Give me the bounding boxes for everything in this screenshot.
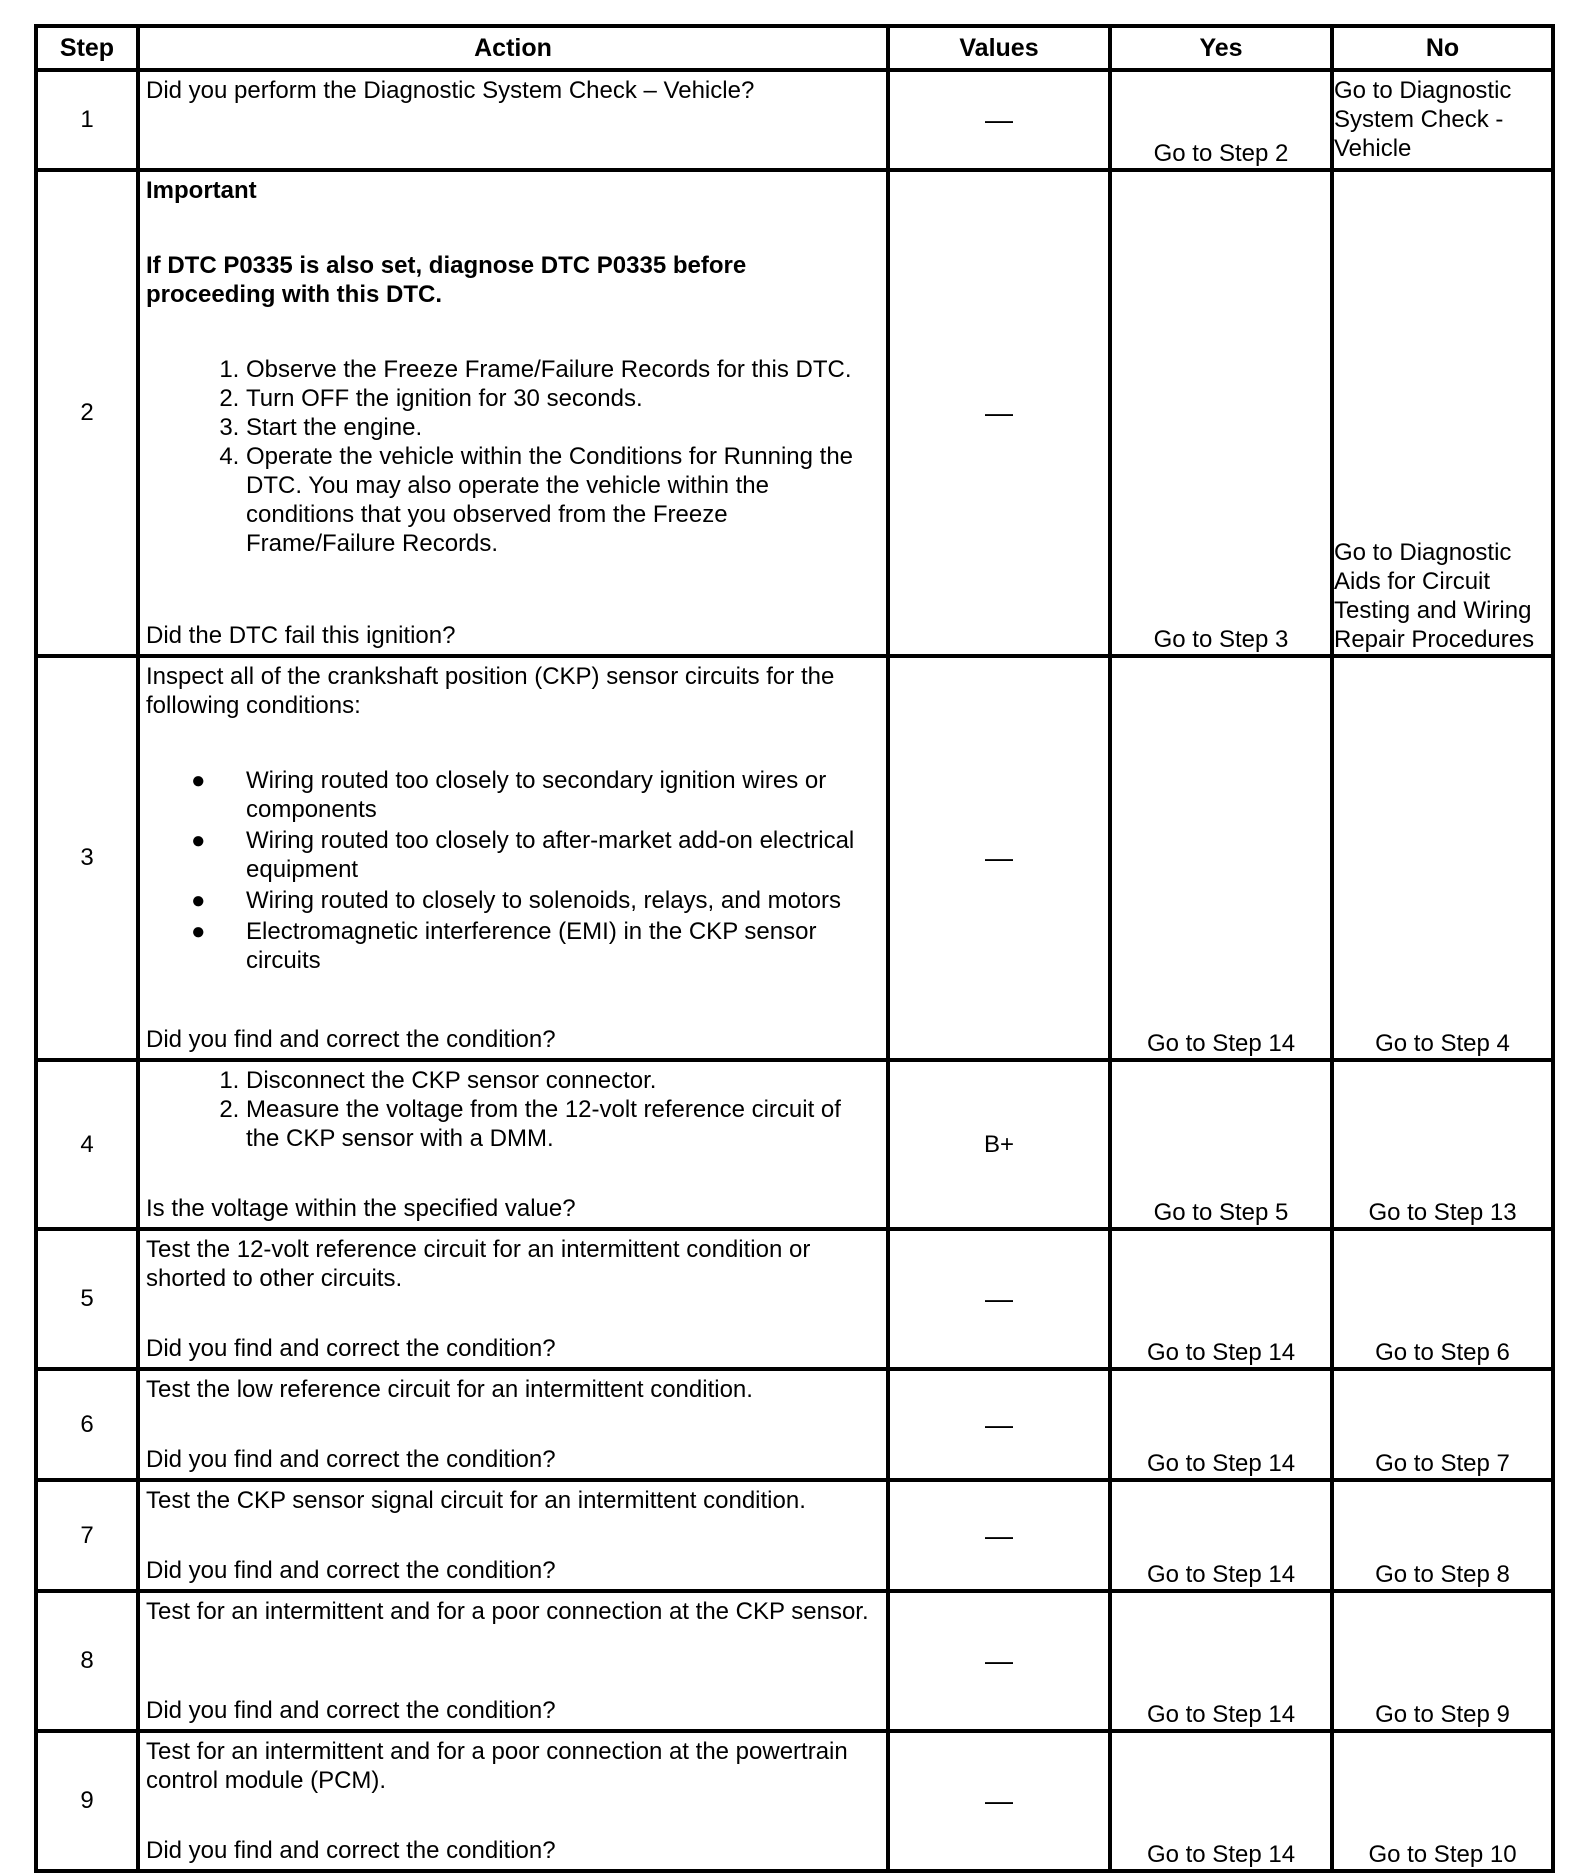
table-row [36,1229,1553,1369]
action-question: Did you find and correct the condition? [146,1026,556,1053]
action-question: Did you find and correct the condition? [146,1837,556,1864]
no-cell: Go to Step 8 [1332,1480,1553,1591]
action-question: Did you find and correct the condition? [146,1557,556,1584]
action-intro: Test for an intermittent and for a poor connection at the CKP sensor. [146,1598,869,1625]
important-note: If DTC P0335 is also set, diagnose DTC P0335 before proceeding with this DTC. [146,252,747,308]
table-row [36,170,1553,656]
no-cell: Go to Step 7 [1332,1369,1553,1480]
action-intro: Test the low reference circuit for an intermittent condition. [146,1376,753,1403]
condition-list [146,766,878,975]
header-action: Action [138,26,888,70]
header-no: No [1332,26,1553,70]
action-intro: Test the 12-volt reference circuit for an intermittent condition or shorted to other circuits. [146,1236,811,1292]
step-number: 3 [36,656,138,1060]
no-cell: Go to Step 10 [1332,1731,1553,1871]
bullet-icon: ● [191,827,206,854]
header-row [36,26,1553,70]
action-question: Is the voltage within the specified value? [146,1195,576,1222]
list-item: ● Electromagnetic interference (EMI) in the CKP sensor circuits [191,918,817,974]
value-cell: — [888,656,1110,1060]
action-question: Did you find and correct the condition? [146,1446,556,1473]
action-cell [138,170,888,656]
table-row [36,70,1553,170]
action-question: Did you find and correct the condition? [146,1335,556,1362]
important-label: Important [146,177,257,204]
list-item: 1. Observe the Freeze Frame/Failure Records for this DTC. [246,355,878,384]
value-cell: — [888,1480,1110,1591]
list-item: ● Wiring routed too closely to secondary ignition wires or components [191,767,827,823]
value-cell: — [888,1591,1110,1731]
step-number: 1 [36,70,138,170]
step-number: 2 [36,170,138,656]
table-row [36,1060,1553,1229]
step-number: 6 [36,1369,138,1480]
action-intro: Inspect all of the crankshaft position (CKP) sensor circuits for the following conditions: [146,663,835,719]
list-item: 3. Start the engine. [246,413,878,442]
value-cell: — [888,70,1110,170]
table-row [36,656,1553,1060]
action-intro: Test the CKP sensor signal circuit for an intermittent condition. [146,1487,806,1514]
no-cell: Go to Step 9 [1332,1591,1553,1731]
procedure-steps [146,1066,878,1153]
step-number: 7 [36,1480,138,1591]
value-cell: — [888,1229,1110,1369]
yes-cell: Go to Step 3 [1110,170,1332,656]
action-cell [138,1229,888,1369]
diagnostic-table [34,24,1555,1873]
action-cell [138,1480,888,1591]
table-row [36,1369,1553,1480]
no-cell: Go to Diagnostic Aids for Circuit Testing and Wiring Repair Procedures [1332,170,1553,656]
action-cell [138,1591,888,1731]
no-cell: Go to Diagnostic System Check - Vehicle [1332,70,1553,170]
yes-cell: Go to Step 14 [1110,1731,1332,1871]
action-question: Did you find and correct the condition? [146,1697,556,1724]
step-number: 8 [36,1591,138,1731]
action-cell [138,70,888,170]
step-number: 4 [36,1060,138,1229]
list-item: 4. Operate the vehicle within the Conditions for Running the DTC. You may also operate the vehicle within the conditions that you observed from the Freeze Frame/Failure Records. [246,442,878,558]
list-item: 2. Turn OFF the ignition for 30 seconds. [246,384,878,413]
value-cell: — [888,1369,1110,1480]
value-cell: — [888,1731,1110,1871]
list-item: 2. Measure the voltage from the 12-volt reference circuit of the CKP sensor with a DMM. [246,1095,878,1153]
bullet-icon: ● [191,767,206,794]
header-step: Step [36,26,138,70]
header-yes: Yes [1110,26,1332,70]
table-row [36,1480,1553,1591]
yes-cell: Go to Step 2 [1110,70,1332,170]
step-number: 5 [36,1229,138,1369]
header-values: Values [888,26,1110,70]
bullet-icon: ● [191,887,206,914]
yes-cell: Go to Step 14 [1110,1591,1332,1731]
yes-cell: Go to Step 14 [1110,1229,1332,1369]
no-cell: Go to Step 6 [1332,1229,1553,1369]
action-cell [138,1731,888,1871]
value-cell: — [888,170,1110,656]
table-row [36,1591,1553,1731]
action-question: Did the DTC fail this ignition? [146,622,456,649]
step-number: 9 [36,1731,138,1871]
list-item: 1. Disconnect the CKP sensor connector. [246,1066,878,1095]
no-cell: Go to Step 4 [1332,656,1553,1060]
procedure-steps [146,355,878,558]
yes-cell: Go to Step 5 [1110,1060,1332,1229]
yes-cell: Go to Step 14 [1110,656,1332,1060]
action-intro: Test for an intermittent and for a poor connection at the powertrain control module (PCM). [146,1738,848,1794]
action-intro: Did you perform the Diagnostic System Check – Vehicle? [146,77,755,104]
action-cell [138,1369,888,1480]
value-cell: B+ [888,1060,1110,1229]
action-cell [138,656,888,1060]
yes-cell: Go to Step 14 [1110,1369,1332,1480]
no-cell: Go to Step 13 [1332,1060,1553,1229]
action-cell [138,1060,888,1229]
table-row [36,1731,1553,1871]
yes-cell: Go to Step 14 [1110,1480,1332,1591]
list-item: ● Wiring routed too closely to after-market add-on electrical equipment [191,827,855,883]
list-item: ● Wiring routed to closely to solenoids, relays, and motors [191,887,841,914]
bullet-icon: ● [191,918,206,945]
